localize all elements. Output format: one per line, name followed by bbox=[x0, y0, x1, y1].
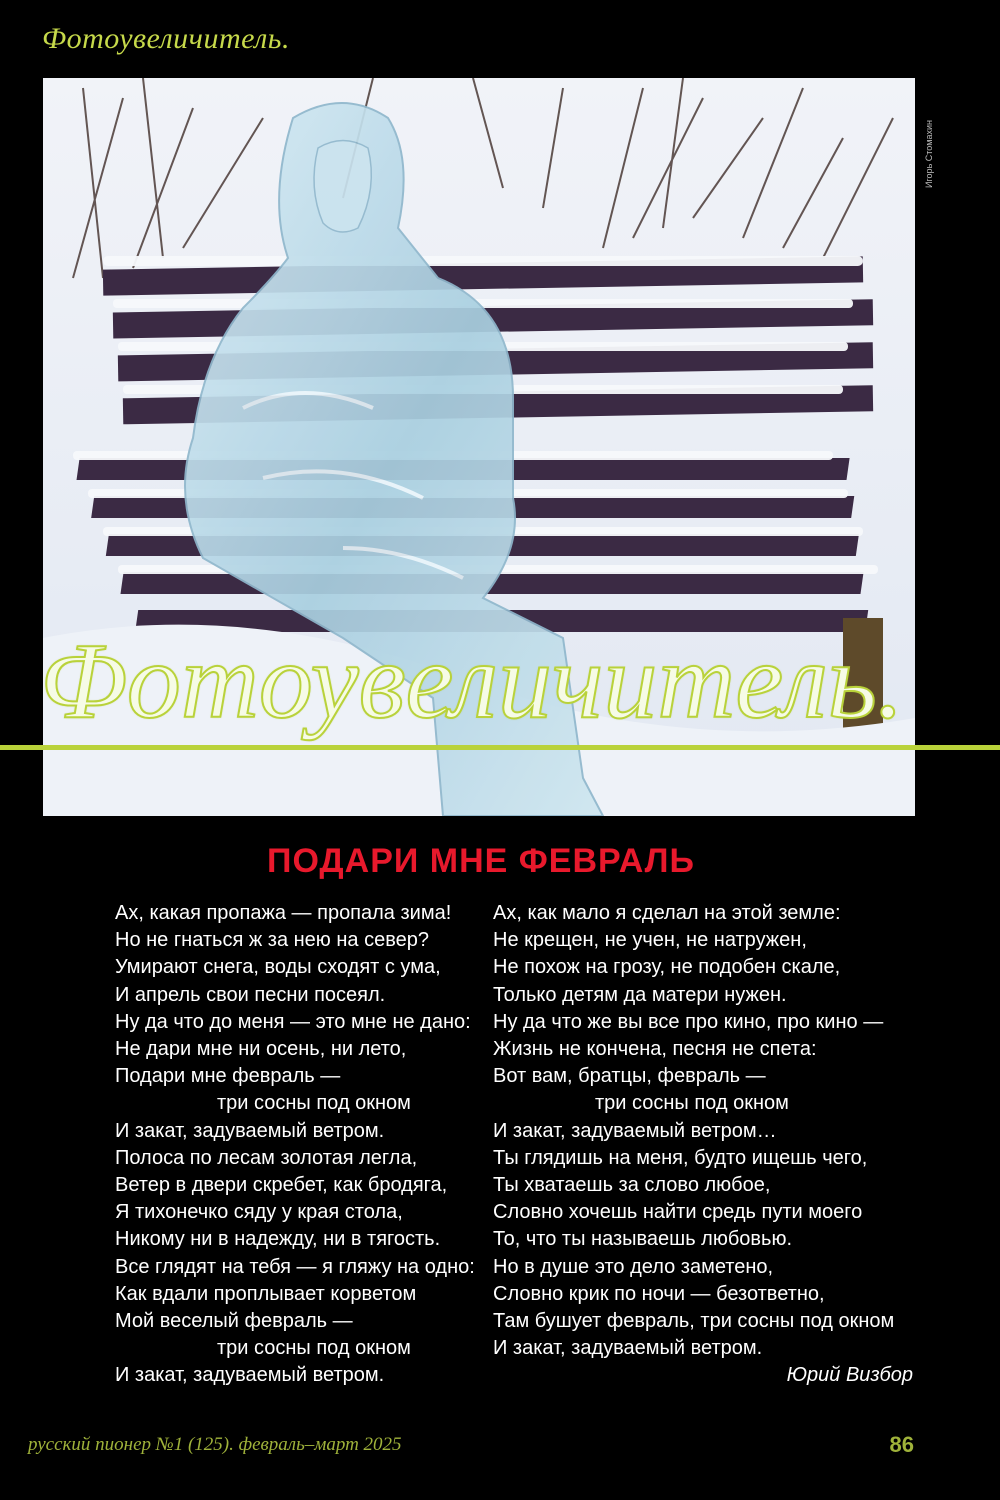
banner-title: Фотоувеличитель. bbox=[40, 622, 904, 741]
poem-line: И закат, задуваемый ветром… bbox=[493, 1119, 777, 1142]
poem-line: И закат, задуваемый ветром. bbox=[115, 1119, 385, 1142]
poem-line: Как вдали проплывает корветом bbox=[115, 1282, 417, 1305]
divider-rule bbox=[0, 745, 1000, 750]
poem-line: То, что ты называешь любовью. bbox=[493, 1228, 793, 1251]
footer-issue: русский пионер №1 (125). февраль–март 2025 bbox=[28, 1434, 402, 1455]
poem-line: Умирают снега, воды сходят с ума, bbox=[115, 956, 441, 979]
poem-line: Ах, как мало я сделал на этой земле: bbox=[493, 902, 841, 924]
poem-line: Но не гнаться ж за нею на север? bbox=[115, 929, 429, 952]
poem-line: Не дари мне ни осень, ни лето, bbox=[115, 1038, 407, 1061]
poem-line: Ну да что до меня — это мне не дано: bbox=[115, 1010, 471, 1033]
poem-line: три сосны под окном bbox=[595, 1092, 789, 1115]
poem-line: Не похож на грозу, не подобен скале, bbox=[493, 956, 841, 979]
poem-title: ПОДАРИ МНЕ ФЕВРАЛЬ bbox=[267, 842, 695, 880]
photo-credit: Игорь Стомахин bbox=[924, 120, 934, 188]
poem-column-right bbox=[493, 900, 923, 1362]
poem-line: Все глядят на тебя — я гляжу на одно: bbox=[115, 1255, 475, 1278]
poem-line: Подари мне февраль — bbox=[115, 1065, 341, 1088]
poem-line: Мой веселый февраль — bbox=[115, 1310, 353, 1333]
poem-line: Ну да что же вы все про кино, про кино — bbox=[493, 1010, 884, 1033]
poem-line: Жизнь не кончена, песня не спета: bbox=[493, 1038, 817, 1061]
poem-column-left bbox=[115, 900, 485, 1390]
poem-line: Только детям да матери нужен. bbox=[493, 983, 787, 1006]
poem-line: Не крещен, не учен, не натружен, bbox=[493, 929, 807, 952]
poem-line: И закат, задуваемый ветром. bbox=[493, 1337, 763, 1360]
poem-line: Словно крик по ночи — безответно, bbox=[493, 1282, 825, 1305]
poem-line: Вот вам, братцы, февраль — bbox=[493, 1065, 766, 1088]
poem-line: Ах, какая пропажа — пропала зима! bbox=[115, 902, 452, 924]
poem-line: три сосны под окном bbox=[217, 1092, 411, 1115]
poem-line: Полоса по лесам золотая легла, bbox=[115, 1146, 418, 1169]
poem-line: И закат, задуваемый ветром. bbox=[115, 1364, 385, 1387]
poem-line: Ты глядишь на меня, будто ищешь чего, bbox=[493, 1146, 868, 1169]
poem-author: Юрий Визбор bbox=[786, 1364, 913, 1386]
poem-line: Никому ни в надежду, ни в тягость. bbox=[115, 1228, 441, 1251]
poem-line: И апрель свои песни посеял. bbox=[115, 983, 386, 1006]
poem-line: Словно хочешь найти средь пути моего bbox=[493, 1201, 863, 1224]
poem-line: Я тихонечко сяду у края стола, bbox=[115, 1201, 403, 1224]
poem-line: Но в душе это дело заметено, bbox=[493, 1255, 774, 1278]
poem-line: Там бушует февраль, три сосны под окном bbox=[493, 1310, 895, 1333]
poem-line: Ты хватаешь за слово любое, bbox=[493, 1174, 771, 1197]
section-title: Фотоувеличитель. bbox=[42, 22, 290, 55]
poem-line: три сосны под окном bbox=[217, 1337, 411, 1360]
page-number: 86 bbox=[889, 1432, 914, 1457]
poem-line: Ветер в двери скребет, как бродяга, bbox=[115, 1174, 448, 1197]
